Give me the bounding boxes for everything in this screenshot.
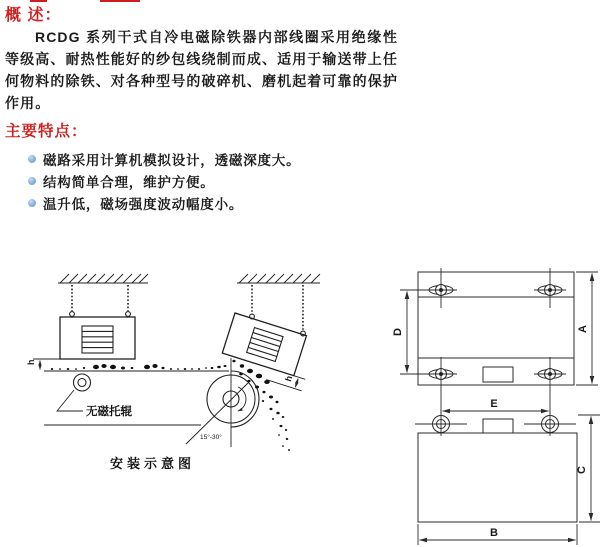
dimension-drawing bbox=[400, 268, 600, 545]
dim-label-B: B bbox=[490, 527, 498, 539]
bullet-icon bbox=[28, 199, 36, 207]
front-view bbox=[415, 410, 600, 545]
ceiling-right bbox=[237, 274, 320, 283]
top-view bbox=[400, 268, 598, 414]
lifting-lug-icon bbox=[400, 268, 457, 308]
features-heading: 主要特点： bbox=[5, 123, 88, 140]
suspension-chains-left bbox=[70, 285, 131, 316]
feature-item bbox=[28, 151, 358, 167]
feature-text: 温升低，磁场强度波动幅度小。 bbox=[43, 197, 244, 212]
feature-item bbox=[28, 195, 358, 211]
lifting-eye-icon bbox=[524, 410, 576, 436]
cutoff-text-fragment bbox=[100, 0, 140, 2]
gap-dimension-left bbox=[33, 359, 60, 370]
technical-drawings bbox=[0, 250, 600, 547]
installation-caption: 安装示意图 bbox=[110, 456, 196, 471]
feature-text: 磁路采用计算机模拟设计，透磁深度大。 bbox=[43, 153, 301, 168]
angle-label: 15°-30° bbox=[200, 434, 222, 441]
junction-box bbox=[483, 367, 513, 382]
gap-label-right: h bbox=[283, 374, 295, 383]
bullet-icon bbox=[28, 155, 36, 163]
lifting-lug-icon bbox=[534, 268, 566, 308]
overview-paragraph: RCDG 系列干式自冷电磁除铁器内部线圈采用绝缘性等级高、耐热性能好的纱包线绕制而成、适用于输送带上任何物料的除铁、对各种型号的破碎机、磨机起着可靠的保护作用。 bbox=[5, 29, 398, 111]
ceiling-left bbox=[58, 274, 148, 283]
conveyor-belt bbox=[44, 371, 259, 427]
dim-label-C: C bbox=[576, 466, 588, 474]
feature-text: 结构简单合理，维护方便。 bbox=[43, 175, 215, 190]
separator-horizontal bbox=[60, 317, 135, 359]
lifting-eye-icon bbox=[415, 410, 467, 436]
roller-label: 无磁托辊 bbox=[86, 406, 132, 418]
bullet-icon bbox=[28, 177, 36, 185]
junction-box bbox=[483, 419, 513, 433]
overview-heading: 概 述： bbox=[5, 7, 62, 24]
gap-label-left: h bbox=[26, 359, 36, 365]
dim-label-A: A bbox=[577, 325, 589, 333]
feature-item bbox=[28, 173, 358, 189]
features-list bbox=[28, 151, 358, 217]
installation-diagram bbox=[26, 274, 320, 447]
dim-label-E: E bbox=[490, 398, 498, 410]
dim-label-D: D bbox=[392, 328, 404, 336]
